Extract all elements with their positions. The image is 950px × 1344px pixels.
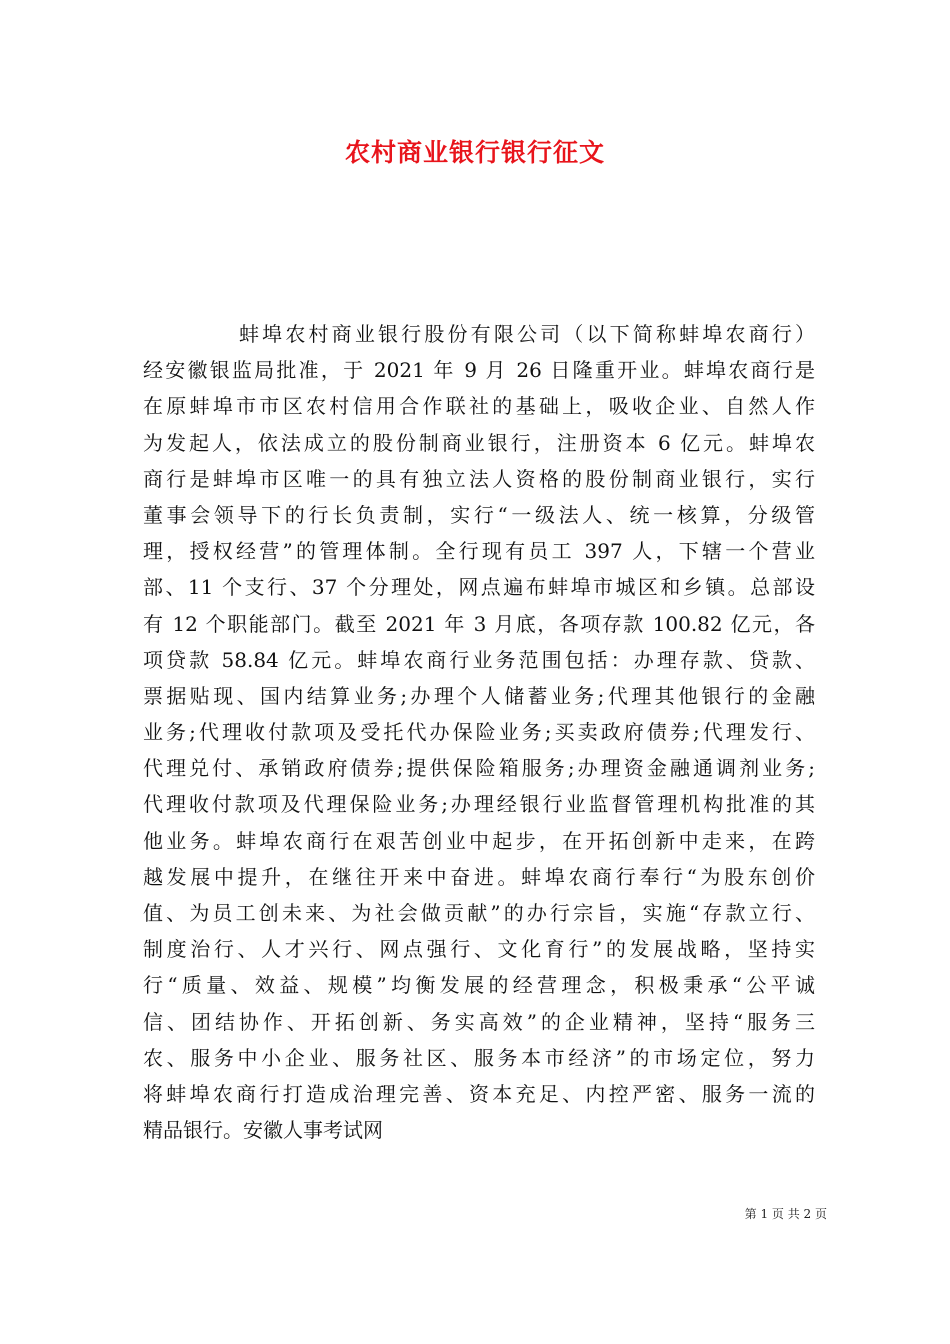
body-line: 经安徽银监局批准，于 2021 年 9 月 26 日隆重开业。蚌埠农商行是 bbox=[143, 358, 815, 383]
body-line: 项贷款 58.84 亿元。蚌埠农商行业务范围包括：办理存款、贷款、 bbox=[143, 647, 815, 672]
body-line: 代理收付款项及代理保险业务;办理经银行业监督管理机构批准的其 bbox=[143, 792, 815, 817]
body-line: 部、11 个支行、37 个分理处，网点遍布蚌埠市城区和乡镇。总部设 bbox=[143, 575, 815, 600]
body-line: 在原蚌埠市市区农村信用合作联社的基础上，吸收企业、自然人作 bbox=[143, 394, 815, 419]
body-line: 业务;代理收付款项及受托代办保险业务;买卖政府债券;代理发行、 bbox=[143, 720, 815, 745]
document-title: 农村商业银行银行征文 bbox=[344, 138, 605, 167]
body-line: 为发起人，依法成立的股份制商业银行，注册资本 6 亿元。蚌埠农 bbox=[143, 430, 815, 455]
body-line: 商行是蚌埠市区唯一的具有独立法人资格的股份制商业银行，实行 bbox=[143, 466, 815, 491]
body-line: 有 12 个职能部门。截至 2021 年 3 月底，各项存款 100.82 亿元，各 bbox=[143, 611, 815, 636]
body-line: 代理兑付、承销政府债券;提供保险箱服务;办理资金融通调剂业务; bbox=[143, 756, 815, 781]
body-line: 行“质量、效益、规模”均衡发展的经营理念，积极秉承“公平诚 bbox=[143, 973, 815, 998]
body-line: 农、服务中小企业、服务社区、服务本市经济”的市场定位，努力 bbox=[143, 1045, 815, 1070]
body-line: 董事会领导下的行长负责制，实行“一级法人、统一核算，分级管 bbox=[143, 502, 815, 527]
body-line: 蚌埠农村商业银行股份有限公司（以下简称蚌埠农商行） bbox=[239, 322, 815, 346]
body-line: 越发展中提升，在继往开来中奋进。蚌埠农商行奉行“为股东创价 bbox=[143, 864, 815, 889]
body-line: 理，授权经营”的管理体制。全行现有员工 397 人，下辖一个营业 bbox=[143, 539, 815, 564]
page-number: 第 1 页 共 2 页 bbox=[744, 1207, 827, 1221]
document-body bbox=[143, 316, 815, 1148]
body-line: 制度治行、人才兴行、网点强行、文化育行”的发展战略，坚持实 bbox=[143, 937, 815, 962]
body-line: 将蚌埠农商行打造成治理完善、资本充足、内控严密、服务一流的 bbox=[143, 1081, 815, 1106]
body-line: 票据贴现、国内结算业务;办理个人储蓄业务;代理其他银行的金融 bbox=[143, 683, 815, 708]
body-line: 信、团结协作、开拓创新、务实高效”的企业精神，坚持“服务三 bbox=[143, 1009, 815, 1034]
body-line: 值、为员工创未来、为社会做贡献”的办行宗旨，实施“存款立行、 bbox=[143, 901, 815, 925]
body-line: 他业务。蚌埠农商行在艰苦创业中起步，在开拓创新中走来，在跨 bbox=[143, 828, 815, 853]
body-line: 精品银行。安徽人事考试网 bbox=[143, 1118, 383, 1143]
